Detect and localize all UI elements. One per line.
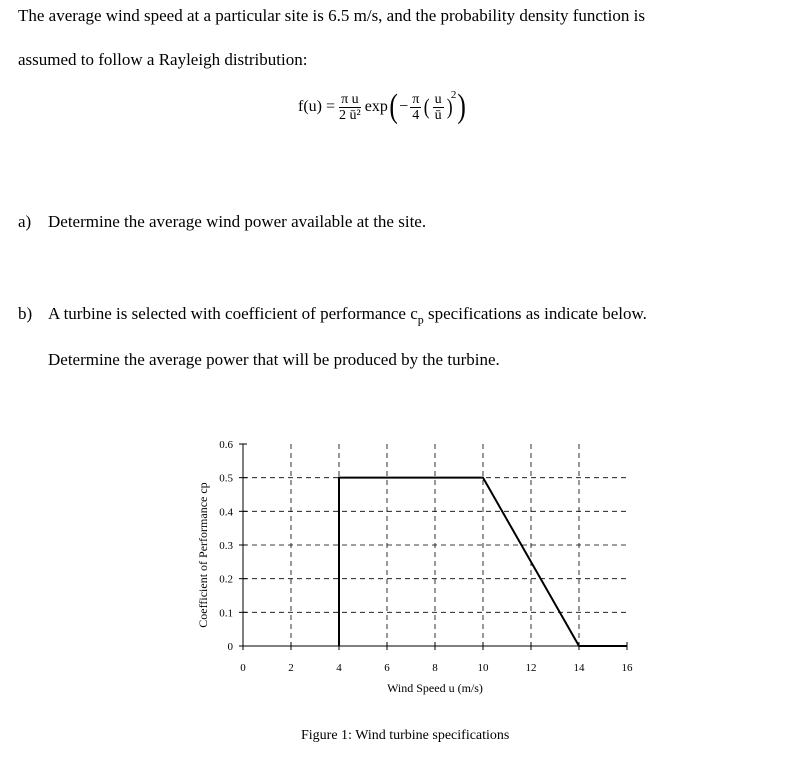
figure-caption: Figure 1: Wind turbine specifications — [301, 728, 510, 743]
y-tick-label: 0.1 — [219, 607, 233, 620]
question-a-text: Determine the average wind power available at the site. — [48, 212, 427, 231]
x-tick-label: 14 — [573, 662, 585, 674]
y-axis-title: Coefficient of Performance cp — [196, 482, 210, 628]
question-b — [18, 304, 647, 329]
y-tick-label: 0 — [227, 641, 233, 653]
chart-axes — [239, 444, 627, 650]
x-tick-label: 2 — [288, 662, 294, 674]
question-b-text-pre: A turbine is selected with coefficient of performance c — [48, 304, 418, 323]
x-tick-label: 12 — [525, 662, 537, 674]
x-tick-label: 6 — [384, 662, 390, 674]
cp-series-line — [339, 478, 627, 646]
formula-fraction-3 — [433, 92, 444, 123]
formula-minus: − — [399, 98, 409, 115]
question-b-text-post: specifications as indicate below. — [423, 304, 647, 323]
x-tick-label: 4 — [336, 662, 342, 674]
intro-line-2: assumed to follow a Rayleigh distribution: — [18, 50, 308, 69]
x-tick-label: 10 — [477, 662, 489, 674]
formula-den-1: 2 ū² — [339, 107, 361, 123]
formula-num-2: π — [412, 91, 420, 107]
question-a — [18, 212, 426, 232]
question-b-subscript: p — [417, 312, 424, 327]
y-tick-label: 0.6 — [219, 439, 233, 451]
x-tick-label: 16 — [621, 662, 633, 674]
question-a-label: a) — [18, 212, 32, 231]
chart-grid — [243, 444, 627, 646]
formula-open-paren: ( — [389, 88, 398, 125]
formula-num-3: u — [434, 91, 442, 107]
chart-series — [339, 478, 627, 646]
formula-inner-open: ( — [423, 94, 430, 119]
formula-den-2: 4 — [412, 107, 420, 123]
formula-inner-close: ) — [446, 94, 453, 119]
formula-close-paren: ) — [457, 88, 467, 125]
x-tick-label: 8 — [432, 662, 438, 674]
x-tick-label: 0 — [240, 662, 246, 674]
rayleigh-formula — [298, 90, 468, 124]
formula-den-3: ū — [434, 107, 442, 123]
formula-fraction-1 — [337, 92, 363, 123]
formula-fraction-2 — [410, 92, 421, 123]
y-tick-label: 0.4 — [219, 506, 233, 519]
y-tick-label: 0.5 — [219, 472, 233, 485]
formula-lhs: f(u) = — [298, 98, 336, 115]
intro-line-1: The average wind speed at a particular site is 6.5 m/s, and the probability density function is — [18, 6, 645, 25]
y-tick-label: 0.3 — [219, 540, 233, 552]
question-b-line-2: Determine the average power that will be produced by the turbine. — [48, 350, 500, 369]
chart-labels — [196, 439, 633, 695]
formula-num-1: π u — [341, 91, 359, 107]
question-b-label: b) — [18, 304, 33, 323]
x-axis-title: Wind Speed u (m/s) — [387, 681, 483, 695]
formula-exp: exp — [364, 98, 388, 115]
y-tick-label: 0.2 — [219, 573, 233, 586]
formula-power: 2 — [450, 89, 457, 101]
